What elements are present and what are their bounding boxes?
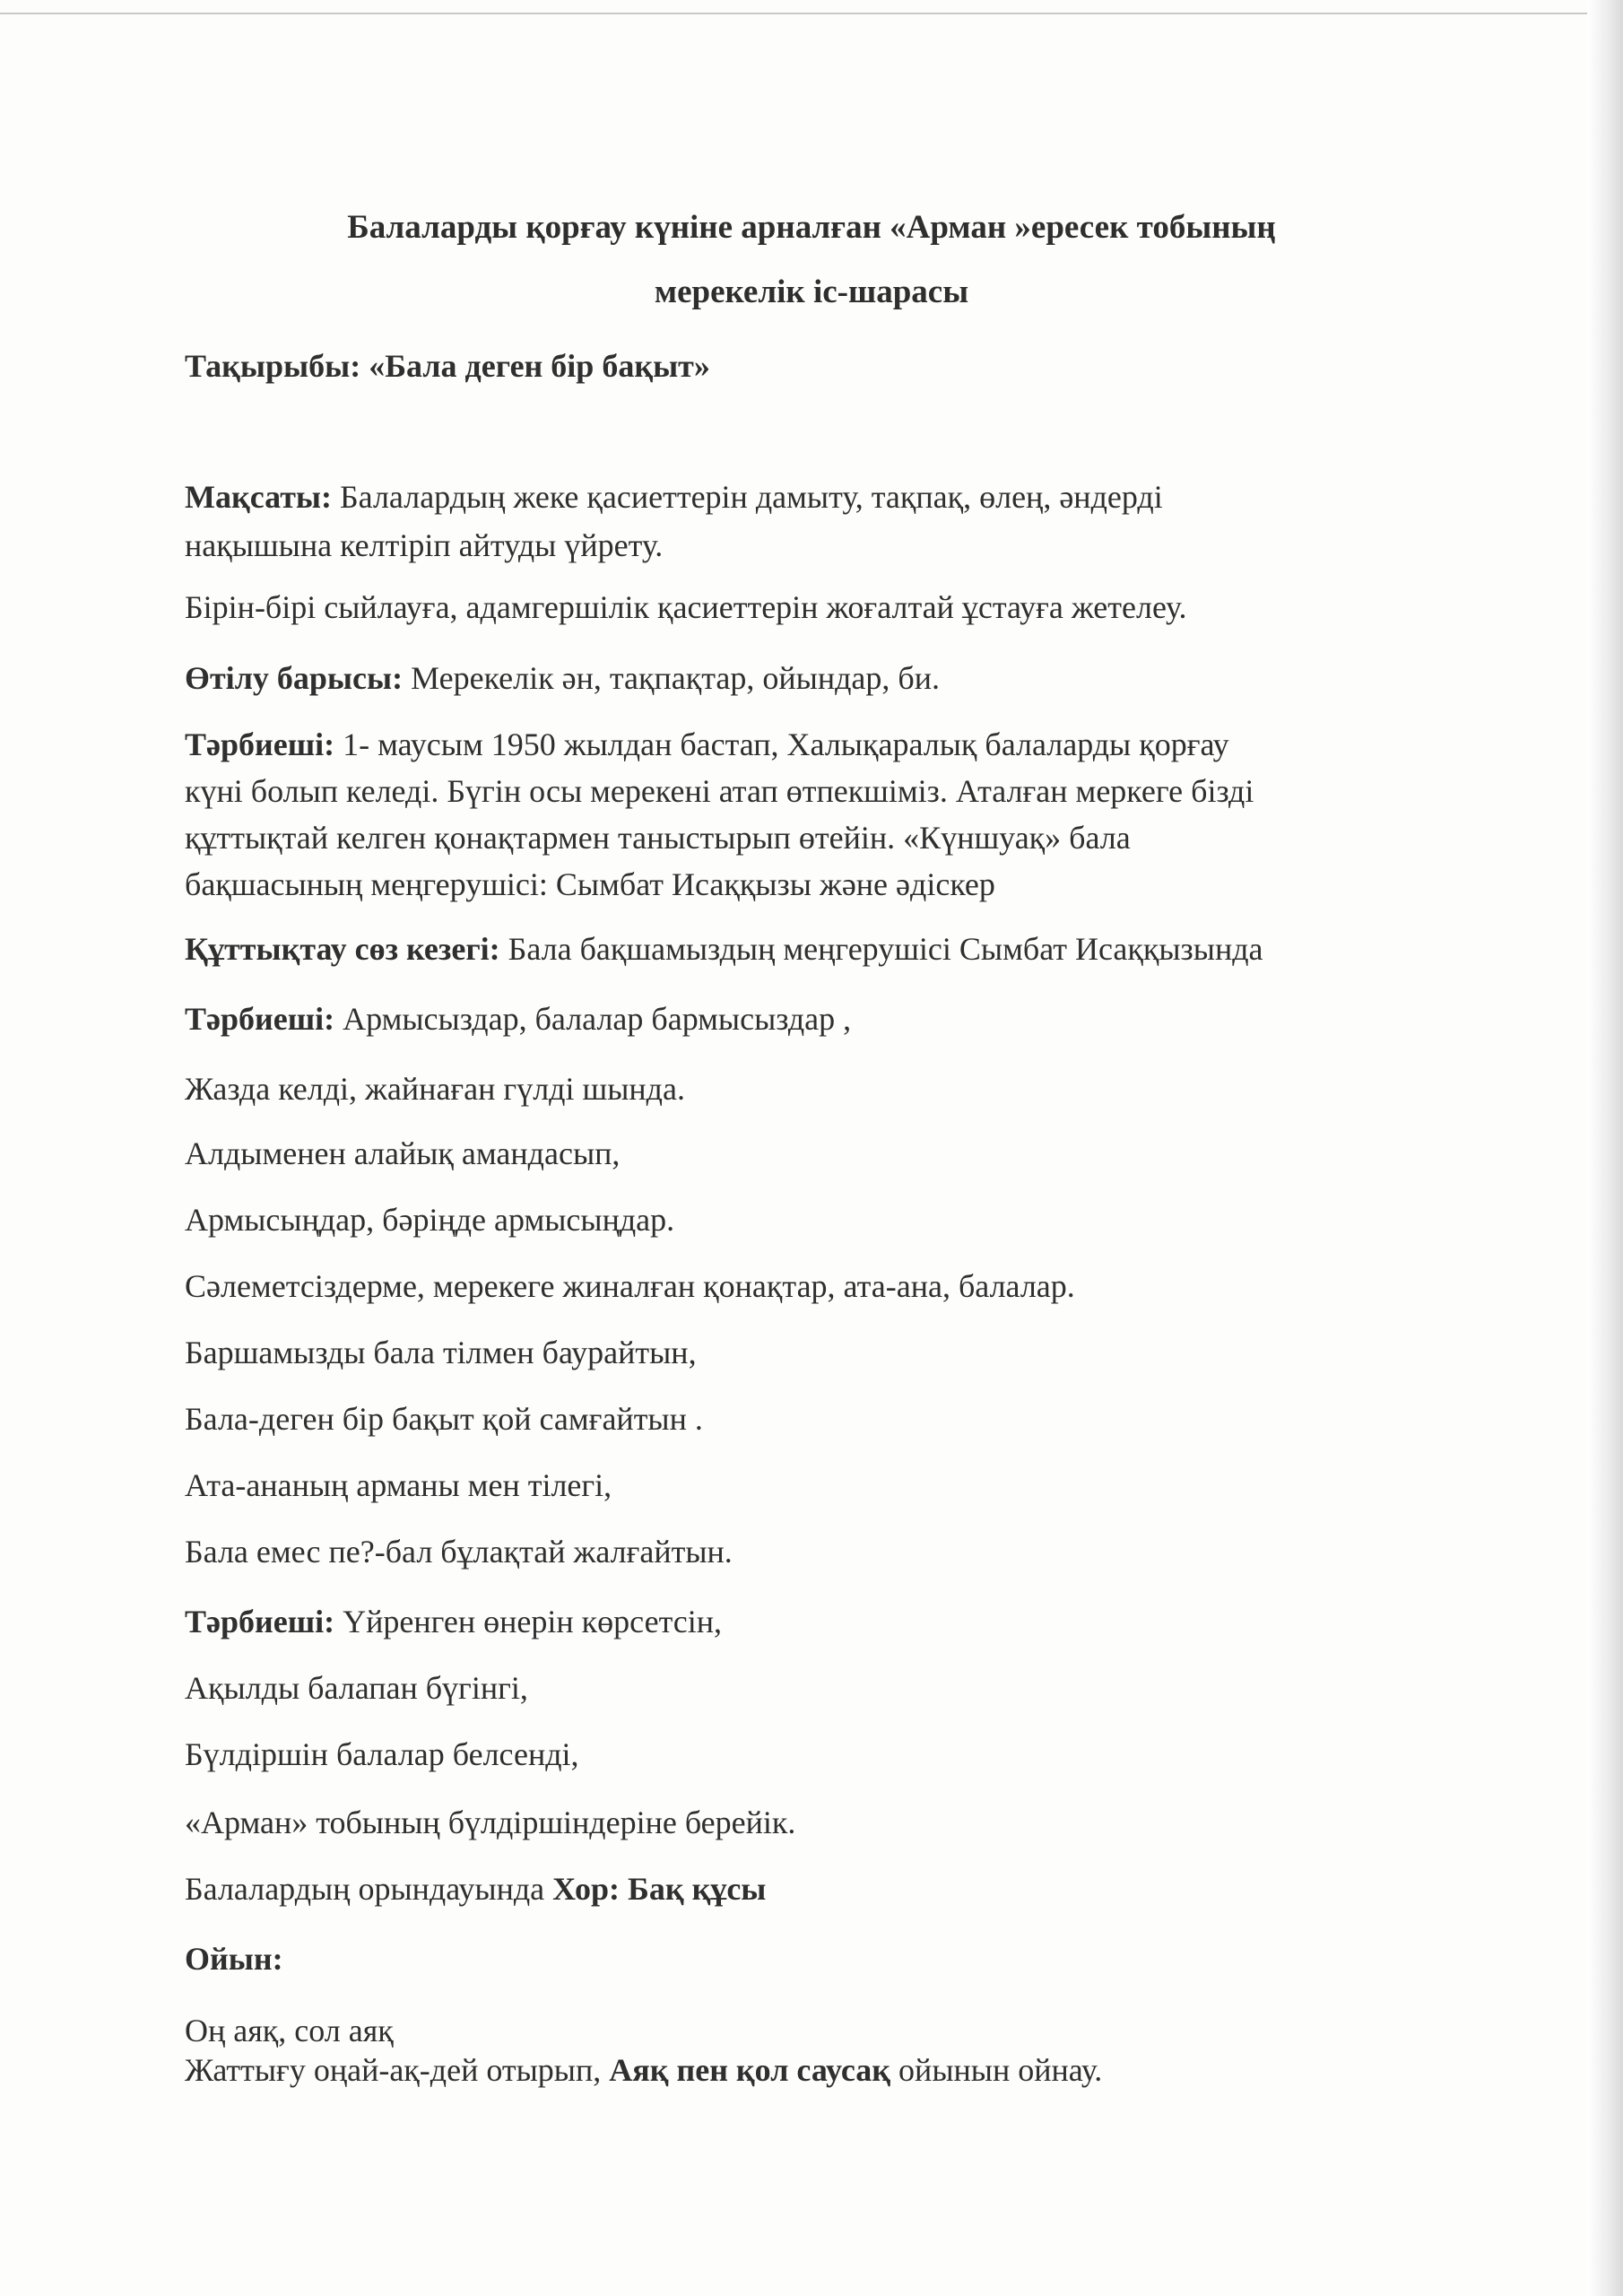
game-2-prefix: Жаттығу оңай-ақ-дей отырып,	[185, 2052, 602, 2088]
goal-line-2: нақышына келтіріп айтуды үйрету.	[185, 527, 664, 563]
game-line-1: Оң аяқ, сол аяқ	[185, 2013, 394, 2048]
greeting-text: Бала бақшамыздың меңгерушісі Сымбат Исаққызында	[508, 931, 1263, 967]
choir-title: Хор: Бақ құсы	[552, 1871, 767, 1907]
topic-line	[185, 344, 1512, 387]
verse-line-4: Сәлеметсіздерме, мерекеге жиналған қонақтар, ата-ана, балалар.	[185, 1268, 1075, 1304]
progress-text: Мерекелік ән, тақпақтар, ойындар, би.	[411, 660, 940, 696]
goal-line-1	[185, 475, 1512, 518]
greeting-line	[185, 927, 1512, 970]
teacher-line-6	[185, 1600, 1512, 1643]
scan-edge	[0, 13, 1596, 14]
verse-line-11: «Арман» тобының бүлдіршіндеріне берейік.	[185, 1805, 796, 1840]
progress-label: Өтілу барысы:	[185, 660, 404, 696]
teacher-label: Тәрбиеші:	[185, 1604, 335, 1639]
teacher-line-1	[185, 723, 1512, 766]
greeting-label: Құттықтау сөз кезегі:	[185, 931, 500, 967]
verse-line-9: Ақылды балапан бүгінгі,	[185, 1670, 528, 1706]
topic-text: «Бала деген бір бақыт»	[369, 348, 710, 384]
verse-line-1: Жазда келді, жайнаған гүлді шында.	[185, 1071, 685, 1107]
teacher-label: Тәрбиеші:	[185, 1001, 335, 1037]
teacher3-text: Үйренген өнерін көрсетсін,	[343, 1604, 722, 1639]
topic-label: Тақырыбы:	[185, 348, 361, 384]
teacher-line-3: құттықтай келген қонақтармен таныстырып өтейін. «Күншуақ» бала	[185, 820, 1131, 856]
game-label: Ойын:	[185, 1941, 283, 1977]
document-title-line-1: Балаларды қорғау күніне арналған «Арман »ересек тобының	[347, 209, 1276, 246]
teacher-line-5	[185, 997, 1512, 1040]
verse-line-2: Алдыменен алайық амандасып,	[185, 1135, 621, 1171]
verse-line-10: Бүлдіршін балалар белсенді,	[185, 1736, 579, 1772]
game-heading	[185, 1937, 1512, 1980]
choir-prefix: Балалардың орындауында	[185, 1871, 545, 1907]
verse-line-8: Бала емес пе?-бал бұлақтай жалғайтын.	[185, 1534, 733, 1570]
progress-line	[185, 657, 1512, 700]
teacher-label: Тәрбиеші:	[185, 726, 335, 762]
verse-line-6: Бала-деген бір бақыт қой самғайтын .	[185, 1401, 703, 1437]
game-2-suffix: ойынын ойнау.	[898, 2052, 1103, 2088]
teacher-line-4: бақшасының меңгерушісі: Сымбат Исаққызы және әдіскер	[185, 866, 995, 902]
goal-line-3: Бірін-бірі сыйлауға, адамгершілік қасиеттерін жоғалтай ұстауға жетелеу.	[185, 589, 1187, 625]
verse-line-7: Ата-ананың арманы мен тілегі,	[185, 1467, 612, 1503]
verse-line-5: Баршамызды бала тілмен баурайтын,	[185, 1335, 697, 1370]
game-line-2	[185, 2048, 1512, 2092]
verse-line-3: Армысыңдар, бәріңде армысыңдар.	[185, 1202, 675, 1238]
goal-text-1: Балалардың жеке қасиеттерін дамыту, тақпақ, өлең, әндерді	[340, 479, 1163, 515]
teacher-text-1: 1- маусым 1950 жылдан бастап, Халықаралық балаларды қорғау	[343, 726, 1229, 762]
game-2-bold: Аяқ пен қол саусақ	[609, 2052, 891, 2088]
teacher-line-2: күні болып келеді. Бүгін осы мерекені атап өтпекшіміз. Аталған меркеге бізді	[185, 773, 1254, 809]
scan-edge-shadow	[1587, 0, 1623, 2296]
goal-label: Мақсаты:	[185, 479, 332, 515]
document-title-line-2: мерекелік іс-шарасы	[654, 274, 969, 310]
teacher2-text: Армысыздар, балалар бармысыздар ,	[343, 1001, 852, 1037]
choir-line	[185, 1867, 1512, 1910]
